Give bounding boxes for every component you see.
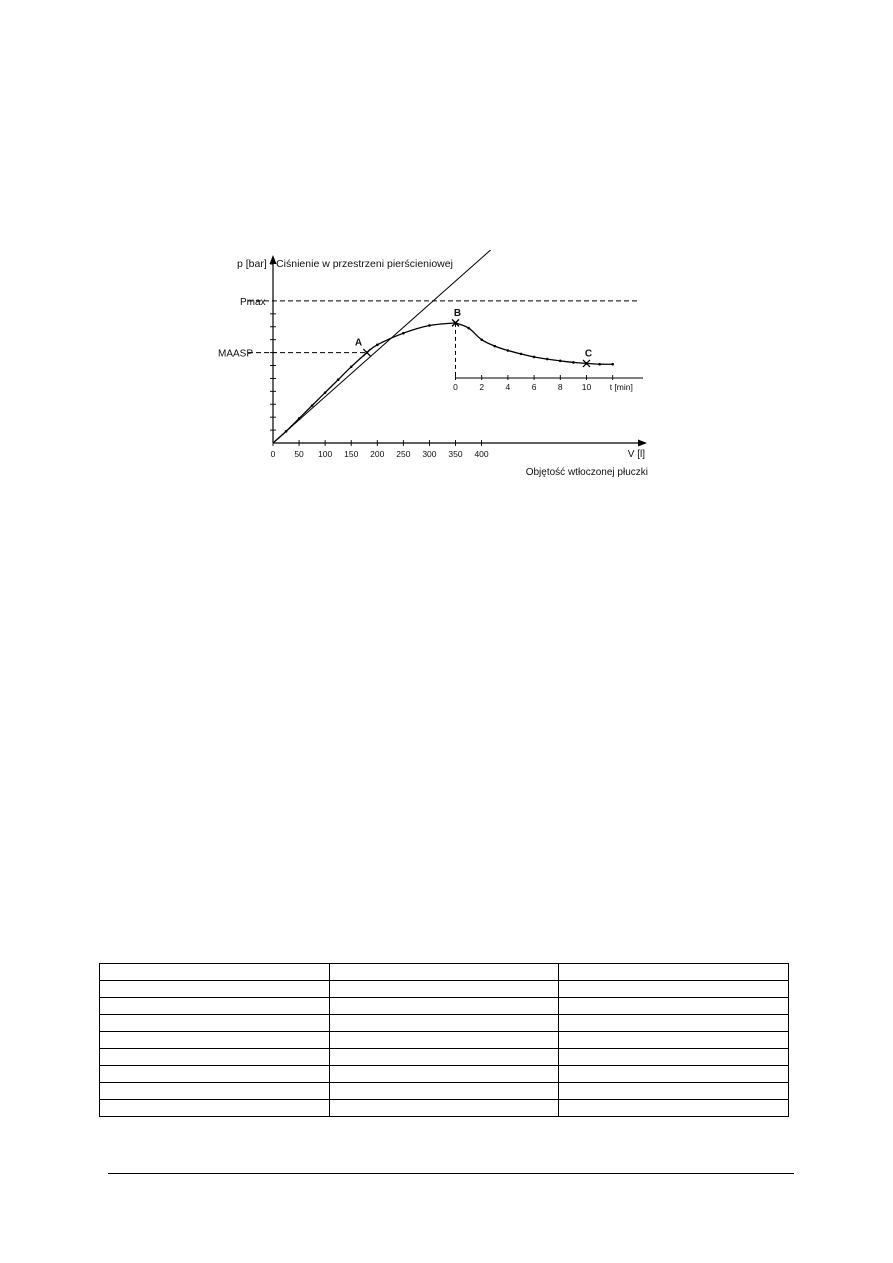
point-label-a: A [354,337,363,349]
table-cell [559,1083,789,1100]
x-tick-label: 150 [344,449,359,459]
time-axis-label: t [min] [609,382,633,392]
table-row [100,1049,789,1066]
chart-svg [200,250,660,485]
x-axis-label: V [l] [627,449,645,460]
table-cell [559,998,789,1015]
tangent-line [273,250,502,443]
x-axis-caption: Objętość wtłoczonej płuczki [525,467,648,478]
table-row [100,1066,789,1083]
table-row [100,1100,789,1117]
blank-table [99,963,789,1117]
time-tick-label: 10 [581,382,592,392]
time-tick-label: 6 [531,382,537,392]
x-axis-arrow [638,440,647,447]
table-cell [559,981,789,998]
x-tick-label: 300 [422,449,437,459]
table-row [100,1032,789,1049]
table-cell [329,964,559,981]
pumping-curve [273,323,456,443]
shut-in-point [572,361,575,364]
reference-label: MAASP [218,348,254,360]
pumping-point [350,366,353,369]
pumping-point [428,324,431,327]
point-label-c: C [584,348,593,360]
shut-in-point [533,356,536,359]
pumping-point [298,417,301,420]
y-axis-label: p [bar] - Ciśnienie w przestrzeni pierścieniowej [237,258,453,270]
table-row [100,1083,789,1100]
pumping-point [376,344,379,347]
table-row [100,998,789,1015]
table-cell [329,1015,559,1032]
table-cell [100,998,330,1015]
shut-in-point [598,363,601,366]
reference-label: Pmax [240,296,266,308]
table-cell [329,1032,559,1049]
shut-in-point [480,338,483,341]
x-tick-label: 350 [448,449,463,459]
table-cell [100,1032,330,1049]
x-tick-label: 400 [474,449,489,459]
table-cell [100,981,330,998]
table-cell [329,998,559,1015]
table-cell [559,1066,789,1083]
table-cell [559,1015,789,1032]
shut-in-point [467,327,470,330]
pumping-point [311,404,314,407]
footer-rule [108,1173,794,1174]
table-cell [329,1066,559,1083]
pumping-point [337,378,340,381]
shut-in-point [520,353,523,356]
table-cell [100,1049,330,1066]
table-cell [329,981,559,998]
x-tick-label: 0 [270,449,276,459]
table-row [100,981,789,998]
time-tick-label: 0 [453,382,458,392]
x-tick-label: 250 [396,449,411,459]
table-cell [100,1083,330,1100]
shut-in-point [611,363,614,366]
shut-in-point [507,349,510,352]
table-cell [559,1100,789,1117]
table-cell [100,1015,330,1032]
shut-in-point [546,358,549,361]
x-tick-label: 200 [370,449,385,459]
table-cell [100,1100,330,1117]
x-tick-label: 50 [294,449,304,459]
table-row [100,1015,789,1032]
table-cell [329,1049,559,1066]
shut-in-point [559,360,562,363]
pumping-point [324,391,327,394]
table-cell [329,1100,559,1117]
pumping-point [285,430,288,433]
table-cell [559,1032,789,1049]
table-cell [100,1066,330,1083]
point-label-b: B [453,307,462,319]
table-cell [559,1049,789,1066]
pressure-volume-chart [200,250,660,485]
pumping-point [402,332,405,335]
shut-in-point [493,345,496,348]
time-tick-label: 4 [505,382,511,392]
table-cell [559,964,789,981]
time-tick-label: 2 [479,382,485,392]
x-tick-label: 100 [318,449,333,459]
table-cell [329,1083,559,1100]
time-tick-label: 8 [557,382,563,392]
table-cell [100,964,330,981]
table-row [100,964,789,981]
